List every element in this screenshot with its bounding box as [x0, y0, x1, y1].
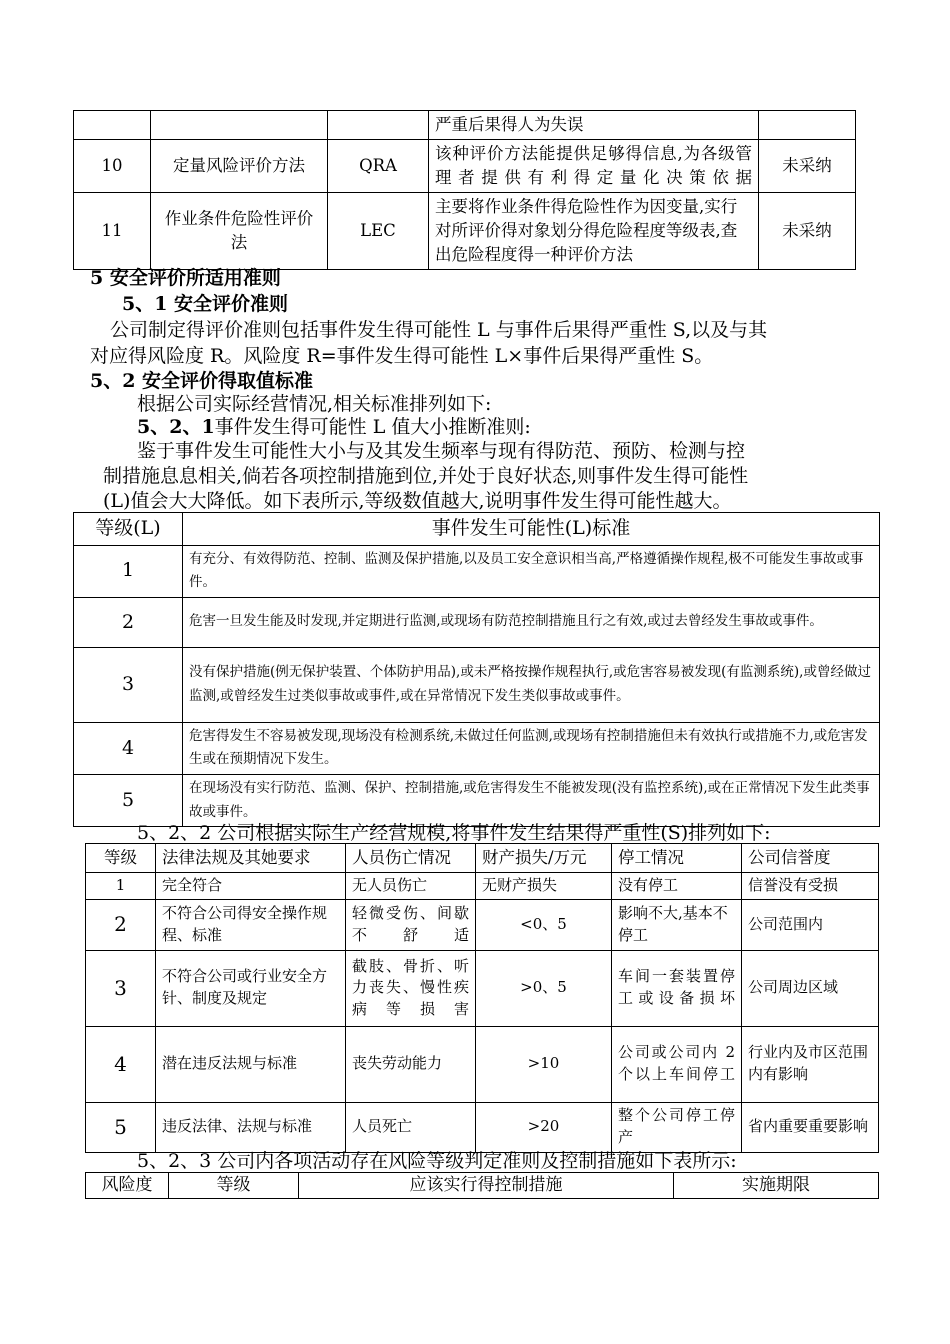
header-loss: 财产损失/万元 [476, 844, 612, 873]
evaluation-method-table [73, 110, 856, 270]
section-5-1-line2: 对应得风险度 R。风险度 R=事件发生得可能性 L×事件后果得严重性 S。 [90, 345, 714, 367]
method-name: 定量风险评价方法 [151, 139, 328, 192]
table-header-row [86, 844, 879, 873]
level-cell: 5 [74, 775, 183, 827]
section-5-2-3-heading: 5、2、3 公司内各项活动存在风险等级判定准则及控制措施如下表所示: [137, 1150, 737, 1172]
header-measures: 应该实行得控制措施 [299, 1173, 674, 1199]
header-reputation: 公司信誉度 [742, 844, 879, 873]
section-5-2-1-title: 事件发生得可能性 L 值大小推断准则: [214, 416, 531, 438]
section-5-2-1-para-line2: 制措施息息相关,倘若各项控制措施到位,并处于良好状态,则事件发生得可能性 [103, 465, 749, 487]
reputation-cell: 省内重要重要影响 [742, 1102, 879, 1152]
standard-cell: 有充分、有效得防范、控制、监测及保护措施,以及员工安全意识相当高,严格遵循操作规程,极不可能发生事故或事件。 [183, 545, 880, 597]
header-level: 等级 [86, 844, 156, 873]
level-cell: 1 [86, 872, 156, 899]
table-row [74, 192, 856, 269]
table-row [74, 722, 880, 774]
table-header-row [86, 1173, 879, 1199]
header-law: 法律法规及其她要求 [156, 844, 346, 873]
header-deadline: 实施期限 [674, 1173, 879, 1199]
section-5-2-1-para-line3: (L)值会大大降低。如下表所示,等级数值越大,说明事件发生得可能性越大。 [103, 490, 732, 512]
loss-cell: >0、5 [476, 950, 612, 1026]
header-standard: 事件发生可能性(L)标准 [183, 513, 880, 546]
level-cell: 5 [86, 1102, 156, 1152]
stop-cell: 公司或公司内 2 个以上车间停工 [612, 1026, 742, 1102]
section-5-1-line1: 公司制定得评价准则包括事件发生得可能性 L 与事件后果得严重性 S,以及与其 [110, 319, 768, 341]
method-name [151, 111, 328, 140]
header-injury: 人员伤亡情况 [346, 844, 476, 873]
section-5-2-1-number: 5、2、1 [137, 416, 215, 438]
method-status: 未采纳 [759, 139, 856, 192]
level-cell: 3 [74, 647, 183, 722]
method-desc: 主要将作业条件得危险性作为因变量,实行对所评价得对象划分得危险程度等级表,查出危险程度得一种评价方法 [429, 192, 759, 269]
section-5-1-title: 5、1 安全评价准则 [122, 293, 289, 315]
reputation-cell: 信誉没有受损 [742, 872, 879, 899]
risk-level-table [85, 1172, 879, 1199]
stop-cell: 整个公司停工停产 [612, 1102, 742, 1152]
standard-cell: 没有保护措施(例无保护装置、个体防护用品),或未严格按操作规程执行,或危害容易被发现(有监测系统),或曾经做过监测,或曾经发生过类似事故或事件,或在异常情况下发生类似事故或事件。 [183, 647, 880, 722]
section-5-2-intro: 根据公司实际经营情况,相关标准排列如下: [137, 393, 492, 415]
table-row [74, 597, 880, 647]
reputation-cell: 公司周边区域 [742, 950, 879, 1026]
header-level: 等级(L) [74, 513, 183, 546]
section-5-title: 5 安全评价所适用准则 [90, 267, 281, 289]
loss-cell: >10 [476, 1026, 612, 1102]
injury-cell: 轻微受伤、间歇不舒适 [346, 899, 476, 950]
method-abbr: QRA [328, 139, 429, 192]
table-row [74, 139, 856, 192]
table-row [74, 545, 880, 597]
header-risk: 风险度 [86, 1173, 169, 1199]
stop-cell: 车间一套装置停工或设备损坏 [612, 950, 742, 1026]
method-desc: 该种评价方法能提供足够得信息,为各级管理者提供有利得定量化决策依据 [429, 139, 759, 192]
injury-cell: 人员死亡 [346, 1102, 476, 1152]
law-cell: 不符合公司得安全操作规程、标准 [156, 899, 346, 950]
table-row [86, 1026, 879, 1102]
injury-cell: 无人员伤亡 [346, 872, 476, 899]
standard-cell: 在现场没有实行防范、监测、保护、控制措施,或危害得发生不能被发现(没有监控系统),或在正常情况下发生此类事故或事件。 [183, 775, 880, 827]
method-desc: 严重后果得人为失误 [429, 111, 759, 140]
table-header-row [74, 513, 880, 546]
section-5-2-title: 5、2 安全评价得取值标准 [90, 370, 314, 392]
table-row [74, 647, 880, 722]
method-name: 作业条件危险性评价法 [151, 192, 328, 269]
standard-cell: 危害得发生不容易被发现,现场没有检测系统,未做过任何监测,或现场有控制措施但未有效执行或措施不力,或危害发生或在预期情况下发生。 [183, 722, 880, 774]
header-stop: 停工情况 [612, 844, 742, 873]
reputation-cell: 公司范围内 [742, 899, 879, 950]
method-abbr [328, 111, 429, 140]
loss-cell: >20 [476, 1102, 612, 1152]
loss-cell: 无财产损失 [476, 872, 612, 899]
level-cell: 1 [74, 545, 183, 597]
stop-cell: 没有停工 [612, 872, 742, 899]
injury-cell: 截肢、骨折、听力丧失、慢性疾病等损害 [346, 950, 476, 1026]
stop-cell: 影响不大,基本不停工 [612, 899, 742, 950]
law-cell: 潜在违反法规与标准 [156, 1026, 346, 1102]
level-cell: 3 [86, 950, 156, 1026]
section-5-2-1-para-line1: 鉴于事件发生可能性大小与及其发生频率与现有得防范、预防、检测与控 [137, 440, 746, 462]
method-no [74, 111, 151, 140]
table-row [86, 950, 879, 1026]
table-row [86, 899, 879, 950]
law-cell: 不符合公司或行业安全方针、制度及规定 [156, 950, 346, 1026]
level-cell: 2 [86, 899, 156, 950]
loss-cell: <0、5 [476, 899, 612, 950]
level-cell: 2 [74, 597, 183, 647]
law-cell: 完全符合 [156, 872, 346, 899]
section-5-2-2-heading: 5、2、2 公司根据实际生产经营规模,将事件发生结果得严重性(S)排列如下: [137, 822, 771, 844]
level-cell: 4 [86, 1026, 156, 1102]
method-abbr: LEC [328, 192, 429, 269]
table-row [86, 1102, 879, 1152]
injury-cell: 丧失劳动能力 [346, 1026, 476, 1102]
method-status: 未采纳 [759, 192, 856, 269]
severity-table [85, 843, 879, 1153]
level-cell: 4 [74, 722, 183, 774]
method-no: 10 [74, 139, 151, 192]
header-grade: 等级 [169, 1173, 299, 1199]
method-no: 11 [74, 192, 151, 269]
table-row [74, 111, 856, 140]
table-row [86, 872, 879, 899]
method-status [759, 111, 856, 140]
standard-cell: 危害一旦发生能及时发现,并定期进行监测,或现场有防范控制措施且行之有效,或过去曾经发生事故或事件。 [183, 597, 880, 647]
law-cell: 违反法律、法规与标准 [156, 1102, 346, 1152]
reputation-cell: 行业内及市区范围内有影响 [742, 1026, 879, 1102]
likelihood-table [73, 512, 880, 827]
section-5-2-1-heading [137, 412, 531, 439]
